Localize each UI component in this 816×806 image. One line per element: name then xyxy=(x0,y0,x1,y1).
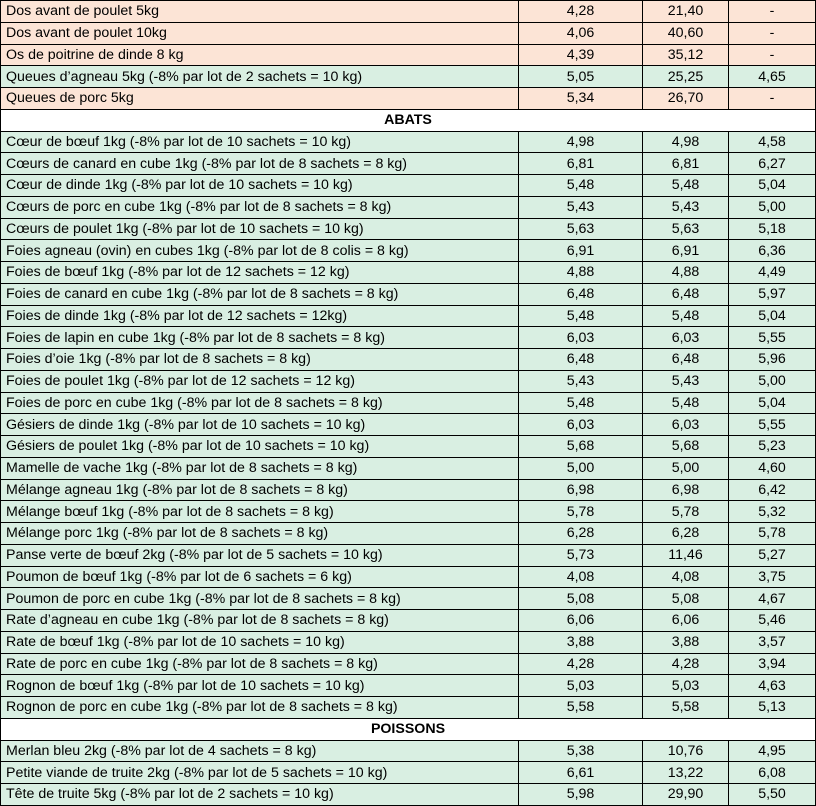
price-per-unit-cell: 5,68 xyxy=(643,436,729,458)
price-per-unit-cell: 5,48 xyxy=(643,305,729,327)
price-per-unit-cell: 4,88 xyxy=(643,262,729,284)
price-per-kg-cell: 6,28 xyxy=(519,523,643,545)
lot-price-per-kg-cell: 5,04 xyxy=(729,392,816,414)
table-row xyxy=(1,523,816,545)
lot-price-per-kg-cell: 6,27 xyxy=(729,153,816,175)
price-per-kg-cell: 6,48 xyxy=(519,283,643,305)
table-row xyxy=(1,479,816,501)
table-row xyxy=(1,131,816,153)
table-row xyxy=(1,283,816,305)
table-row xyxy=(1,762,816,784)
product-name-cell: Rognon de porc en cube 1kg (-8% par lot de 8 sachets = 8 kg) xyxy=(1,697,519,719)
price-per-kg-cell: 4,08 xyxy=(519,566,643,588)
product-name-cell: Mélange porc 1kg (-8% par lot de 8 sachets = 8 kg) xyxy=(1,523,519,545)
price-per-kg-cell: 4,28 xyxy=(519,653,643,675)
price-per-unit-cell: 5,48 xyxy=(643,392,729,414)
price-per-unit-cell: 11,46 xyxy=(643,544,729,566)
table-row xyxy=(1,44,816,66)
table-row xyxy=(1,262,816,284)
table-row xyxy=(1,414,816,436)
product-name-cell: Foies de dinde 1kg (-8% par lot de 12 sachets = 12kg) xyxy=(1,305,519,327)
lot-price-per-kg-cell: 3,94 xyxy=(729,653,816,675)
lot-price-per-kg-cell: 6,36 xyxy=(729,240,816,262)
lot-price-per-kg-cell: 5,32 xyxy=(729,501,816,523)
table-row xyxy=(1,218,816,240)
lot-price-per-kg-cell: 5,18 xyxy=(729,218,816,240)
price-per-unit-cell: 35,12 xyxy=(643,44,729,66)
price-per-unit-cell: 5,58 xyxy=(643,697,729,719)
table-row xyxy=(1,196,816,218)
price-per-kg-cell: 4,06 xyxy=(519,22,643,44)
product-name-cell: Foies de canard en cube 1kg (-8% par lot de 8 sachets = 8 kg) xyxy=(1,283,519,305)
product-name-cell: Queues d’agneau 5kg (-8% par lot de 2 sachets = 10 kg) xyxy=(1,66,519,88)
lot-price-per-kg-cell: 5,00 xyxy=(729,370,816,392)
price-per-kg-cell: 5,34 xyxy=(519,88,643,110)
price-per-kg-cell: 5,48 xyxy=(519,175,643,197)
price-per-unit-cell: 6,98 xyxy=(643,479,729,501)
product-name-cell: Rate d’agneau en cube 1kg (-8% par lot de 8 sachets = 8 kg) xyxy=(1,610,519,632)
price-per-kg-cell: 4,88 xyxy=(519,262,643,284)
lot-price-per-kg-cell: - xyxy=(729,44,816,66)
product-name-cell: Cœurs de porc en cube 1kg (-8% par lot de 8 sachets = 8 kg) xyxy=(1,196,519,218)
table-row xyxy=(1,66,816,88)
price-per-unit-cell: 5,43 xyxy=(643,370,729,392)
product-name-cell: Cœurs de poulet 1kg (-8% par lot de 10 sachets = 10 kg) xyxy=(1,218,519,240)
lot-price-per-kg-cell: 3,57 xyxy=(729,631,816,653)
product-name-cell: Gésiers de poulet 1kg (-8% par lot de 10 sachets = 10 kg) xyxy=(1,436,519,458)
lot-price-per-kg-cell: 6,42 xyxy=(729,479,816,501)
lot-price-per-kg-cell: - xyxy=(729,88,816,110)
product-name-cell: Poumon de bœuf 1kg (-8% par lot de 6 sachets = 6 kg) xyxy=(1,566,519,588)
price-per-kg-cell: 6,03 xyxy=(519,327,643,349)
lot-price-per-kg-cell: 5,55 xyxy=(729,414,816,436)
lot-price-per-kg-cell: - xyxy=(729,22,816,44)
price-per-unit-cell: 29,90 xyxy=(643,784,729,806)
lot-price-per-kg-cell: 5,27 xyxy=(729,544,816,566)
price-per-kg-cell: 5,00 xyxy=(519,457,643,479)
lot-price-per-kg-cell: 5,23 xyxy=(729,436,816,458)
lot-price-per-kg-cell: 5,78 xyxy=(729,523,816,545)
table-row xyxy=(1,544,816,566)
product-name-cell: Dos avant de poulet 5kg xyxy=(1,1,519,23)
table-row xyxy=(1,370,816,392)
lot-price-per-kg-cell: 4,95 xyxy=(729,740,816,762)
product-name-cell: Queues de porc 5kg xyxy=(1,88,519,110)
lot-price-per-kg-cell: 5,46 xyxy=(729,610,816,632)
lot-price-per-kg-cell: 5,04 xyxy=(729,305,816,327)
lot-price-per-kg-cell: 3,75 xyxy=(729,566,816,588)
table-row xyxy=(1,653,816,675)
section-title: ABATS xyxy=(1,109,816,131)
product-name-cell: Panse verte de bœuf 2kg (-8% par lot de 5 sachets = 10 kg) xyxy=(1,544,519,566)
price-per-unit-cell: 13,22 xyxy=(643,762,729,784)
section-header-row xyxy=(1,718,816,740)
price-per-kg-cell: 6,91 xyxy=(519,240,643,262)
price-per-kg-cell: 4,98 xyxy=(519,131,643,153)
product-name-cell: Os de poitrine de dinde 8 kg xyxy=(1,44,519,66)
price-per-unit-cell: 6,81 xyxy=(643,153,729,175)
price-per-unit-cell: 6,06 xyxy=(643,610,729,632)
price-per-kg-cell: 5,48 xyxy=(519,392,643,414)
product-name-cell: Gésiers de dinde 1kg (-8% par lot de 10 sachets = 10 kg) xyxy=(1,414,519,436)
table-row xyxy=(1,501,816,523)
product-name-cell: Foies de lapin en cube 1kg (-8% par lot de 8 sachets = 8 kg) xyxy=(1,327,519,349)
lot-price-per-kg-cell: 5,04 xyxy=(729,175,816,197)
price-per-unit-cell: 26,70 xyxy=(643,88,729,110)
price-per-kg-cell: 5,58 xyxy=(519,697,643,719)
table-row xyxy=(1,305,816,327)
price-per-kg-cell: 6,61 xyxy=(519,762,643,784)
lot-price-per-kg-cell: 5,50 xyxy=(729,784,816,806)
lot-price-per-kg-cell: 4,63 xyxy=(729,675,816,697)
price-per-kg-cell: 5,73 xyxy=(519,544,643,566)
price-per-unit-cell: 21,40 xyxy=(643,1,729,23)
product-name-cell: Foies agneau (ovin) en cubes 1kg (-8% par lot de 8 colis = 8 kg) xyxy=(1,240,519,262)
product-name-cell: Petite viande de truite 2kg (-8% par lot de 5 sachets = 10 kg) xyxy=(1,762,519,784)
table-row xyxy=(1,88,816,110)
table-row xyxy=(1,436,816,458)
price-per-kg-cell: 4,28 xyxy=(519,1,643,23)
price-per-kg-cell: 6,48 xyxy=(519,349,643,371)
price-per-unit-cell: 4,28 xyxy=(643,653,729,675)
product-name-cell: Rognon de bœuf 1kg (-8% par lot de 10 sachets = 10 kg) xyxy=(1,675,519,697)
table-row xyxy=(1,566,816,588)
price-per-unit-cell: 6,03 xyxy=(643,414,729,436)
price-per-kg-cell: 5,48 xyxy=(519,305,643,327)
lot-price-per-kg-cell: 5,00 xyxy=(729,196,816,218)
product-name-cell: Rate de porc en cube 1kg (-8% par lot de 8 sachets = 8 kg) xyxy=(1,653,519,675)
table-row xyxy=(1,610,816,632)
price-per-kg-cell: 5,38 xyxy=(519,740,643,762)
lot-price-per-kg-cell: 5,97 xyxy=(729,283,816,305)
product-name-cell: Rate de bœuf 1kg (-8% par lot de 10 sachets = 10 kg) xyxy=(1,631,519,653)
product-name-cell: Cœur de bœuf 1kg (-8% par lot de 10 sachets = 10 kg) xyxy=(1,131,519,153)
price-per-unit-cell: 6,48 xyxy=(643,349,729,371)
table-row xyxy=(1,457,816,479)
price-per-unit-cell: 6,03 xyxy=(643,327,729,349)
price-per-kg-cell: 5,03 xyxy=(519,675,643,697)
price-per-unit-cell: 40,60 xyxy=(643,22,729,44)
product-name-cell: Foies de porc en cube 1kg (-8% par lot de 8 sachets = 8 kg) xyxy=(1,392,519,414)
table-row xyxy=(1,588,816,610)
table-row xyxy=(1,153,816,175)
product-name-cell: Poumon de porc en cube 1kg (-8% par lot de 8 sachets = 8 kg) xyxy=(1,588,519,610)
price-per-unit-cell: 10,76 xyxy=(643,740,729,762)
table-row xyxy=(1,240,816,262)
product-name-cell: Cœurs de canard en cube 1kg (-8% par lot de 8 sachets = 8 kg) xyxy=(1,153,519,175)
price-per-unit-cell: 5,48 xyxy=(643,175,729,197)
table-row xyxy=(1,631,816,653)
table-row xyxy=(1,22,816,44)
price-per-unit-cell: 5,43 xyxy=(643,196,729,218)
price-per-kg-cell: 5,43 xyxy=(519,370,643,392)
table-row xyxy=(1,697,816,719)
product-name-cell: Foies de bœuf 1kg (-8% par lot de 12 sachets = 12 kg) xyxy=(1,262,519,284)
lot-price-per-kg-cell: - xyxy=(729,1,816,23)
price-per-kg-cell: 5,78 xyxy=(519,501,643,523)
price-per-unit-cell: 5,00 xyxy=(643,457,729,479)
product-name-cell: Dos avant de poulet 10kg xyxy=(1,22,519,44)
price-per-unit-cell: 5,63 xyxy=(643,218,729,240)
price-per-kg-cell: 6,06 xyxy=(519,610,643,632)
table-row xyxy=(1,175,816,197)
price-table-body xyxy=(1,1,816,806)
product-name-cell: Cœur de dinde 1kg (-8% par lot de 10 sachets = 10 kg) xyxy=(1,175,519,197)
price-per-unit-cell: 3,88 xyxy=(643,631,729,653)
price-per-unit-cell: 6,91 xyxy=(643,240,729,262)
price-per-unit-cell: 6,28 xyxy=(643,523,729,545)
section-title: POISSONS xyxy=(1,718,816,740)
price-per-kg-cell: 5,43 xyxy=(519,196,643,218)
lot-price-per-kg-cell: 4,58 xyxy=(729,131,816,153)
lot-price-per-kg-cell: 5,13 xyxy=(729,697,816,719)
price-per-kg-cell: 5,08 xyxy=(519,588,643,610)
table-row xyxy=(1,349,816,371)
product-name-cell: Merlan bleu 2kg (-8% par lot de 4 sachets = 8 kg) xyxy=(1,740,519,762)
product-name-cell: Mélange agneau 1kg (-8% par lot de 8 sachets = 8 kg) xyxy=(1,479,519,501)
price-per-unit-cell: 6,48 xyxy=(643,283,729,305)
lot-price-per-kg-cell: 4,65 xyxy=(729,66,816,88)
price-per-unit-cell: 5,08 xyxy=(643,588,729,610)
lot-price-per-kg-cell: 5,96 xyxy=(729,349,816,371)
price-per-kg-cell: 6,03 xyxy=(519,414,643,436)
price-per-unit-cell: 5,78 xyxy=(643,501,729,523)
price-per-unit-cell: 4,08 xyxy=(643,566,729,588)
product-name-cell: Tête de truite 5kg (-8% par lot de 2 sachets = 10 kg) xyxy=(1,784,519,806)
lot-price-per-kg-cell: 4,67 xyxy=(729,588,816,610)
product-name-cell: Foies de poulet 1kg (-8% par lot de 12 sachets = 12 kg) xyxy=(1,370,519,392)
table-row xyxy=(1,327,816,349)
price-per-kg-cell: 6,98 xyxy=(519,479,643,501)
price-per-kg-cell: 5,63 xyxy=(519,218,643,240)
price-per-kg-cell: 3,88 xyxy=(519,631,643,653)
table-row xyxy=(1,392,816,414)
price-per-kg-cell: 4,39 xyxy=(519,44,643,66)
lot-price-per-kg-cell: 4,49 xyxy=(729,262,816,284)
price-per-unit-cell: 25,25 xyxy=(643,66,729,88)
price-per-kg-cell: 6,81 xyxy=(519,153,643,175)
price-per-kg-cell: 5,98 xyxy=(519,784,643,806)
section-header-row xyxy=(1,109,816,131)
lot-price-per-kg-cell: 4,60 xyxy=(729,457,816,479)
product-name-cell: Mamelle de vache 1kg (-8% par lot de 8 sachets = 8 kg) xyxy=(1,457,519,479)
table-row xyxy=(1,1,816,23)
table-row xyxy=(1,784,816,806)
product-name-cell: Foies d’oie 1kg (-8% par lot de 8 sachets = 8 kg) xyxy=(1,349,519,371)
lot-price-per-kg-cell: 5,55 xyxy=(729,327,816,349)
price-per-kg-cell: 5,68 xyxy=(519,436,643,458)
price-per-unit-cell: 4,98 xyxy=(643,131,729,153)
price-per-kg-cell: 5,05 xyxy=(519,66,643,88)
table-row xyxy=(1,740,816,762)
price-per-unit-cell: 5,03 xyxy=(643,675,729,697)
table-row xyxy=(1,675,816,697)
lot-price-per-kg-cell: 6,08 xyxy=(729,762,816,784)
product-name-cell: Mélange bœuf 1kg (-8% par lot de 8 sachets = 8 kg) xyxy=(1,501,519,523)
